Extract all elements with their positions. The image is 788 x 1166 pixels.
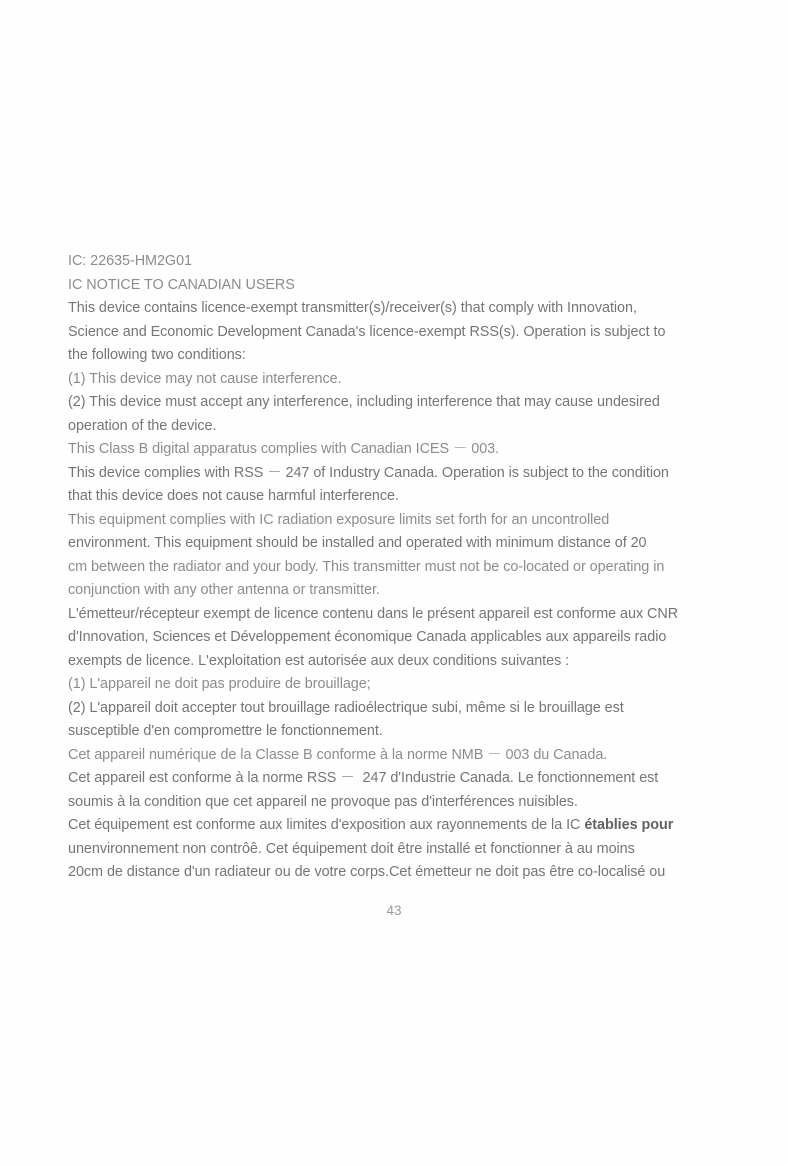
text-line: conjunction with any other antenna or transmitter. [68,582,380,598]
emphasized-text: établies pour [584,817,674,833]
text-line: (2) This device must accept any interference, including interference that may cause undesired [68,394,660,410]
text-line: cm between the radiator and your body. This transmitter must not be co-located or operating in [68,558,665,575]
page-number: 43 [386,903,402,918]
text-line: This equipment complies with IC radiation exposure limits set forth for an uncontrolled [68,511,610,528]
text-line: (1) L'appareil ne doit pas produire de brouillage; [68,676,371,692]
text-line: operation of the device. [68,417,217,434]
text-line: Science and Economic Development Canada's licence-exempt RSS(s). Operation is subject to [68,323,666,340]
text-line: that this device does not cause harmful interference. [68,488,399,504]
text-line: d'Innovation, Sciences et Développement économique Canada applicables aux appareils radio [68,629,667,645]
text-line: Cet appareil numérique de la Classe B conforme à la norme NMB － 003 du Canada. [68,746,608,763]
text-line: (1) This device may not cause interference. [68,370,342,387]
text-line: 20cm de distance d'un radiateur ou de votre corps.Cet émetteur ne doit pas être co-localisé ou [68,864,666,880]
text-line: (2) L'appareil doit accepter tout brouillage radioélectrique subi, même si le brouillage est [68,699,624,716]
text-line: environment. This equipment should be installed and operated with minimum distance of 20 [68,535,647,551]
text-line: Cet équipement est conforme aux limites d'exposition aux rayonnements de la IC établies pour [68,817,674,833]
text-line: L'émetteur/récepteur exempt de licence contenu dans le présent appareil est conforme aux CNR [68,605,679,622]
text-line: unenvironnement non contrôê. Cet équipement doit être installé et fonctionner à au moins [68,840,635,857]
text-line: the following two conditions: [68,347,246,363]
text-line: IC: 22635-HM2G01 [68,253,192,269]
text-line: This device contains licence-exempt transmitter(s)/receiver(s) that comply with Innovation, [68,300,637,316]
regulatory-notice-text [68,250,718,885]
text-line: This Class B digital apparatus complies with Canadian ICES － 003. [68,441,500,457]
text-line: susceptible d'en compromettre le fonctionnement. [68,723,383,739]
text-line: exempts de licence. L'exploitation est autorisée aux deux conditions suivantes : [68,652,570,669]
text-line: IC NOTICE TO CANADIAN USERS [68,276,295,293]
text-line: soumis à la condition que cet appareil ne provoque pas d'interférences nuisibles. [68,793,578,810]
text-line: This device complies with RSS － 247 of Industry Canada. Operation is subject to the condition [68,464,669,481]
text-line: Cet appareil est conforme à la norme RSS － 247 d'Industrie Canada. Le fonctionnement est [68,770,659,786]
